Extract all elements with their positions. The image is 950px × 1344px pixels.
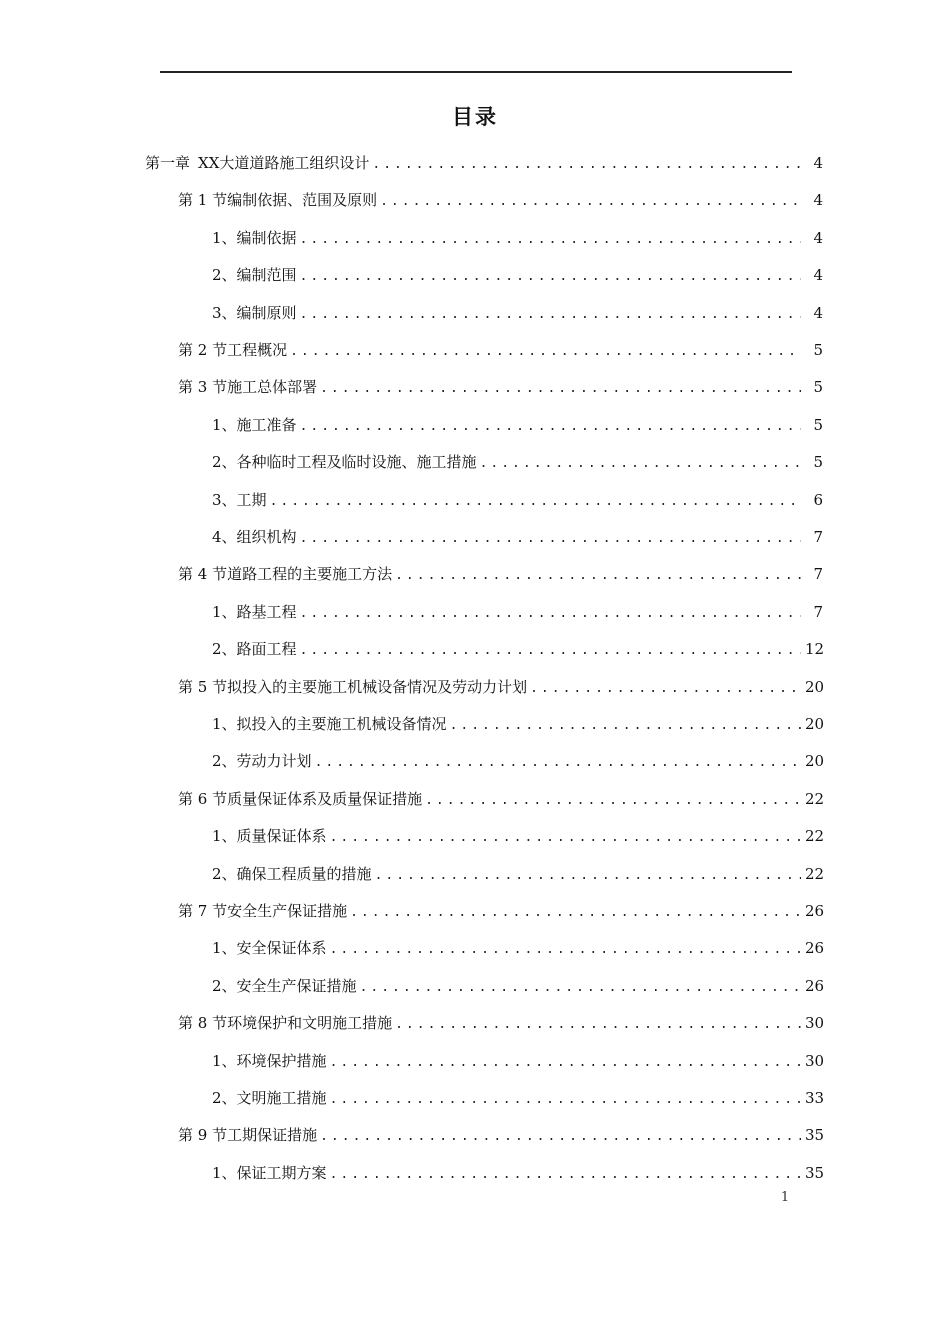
toc-dot-leader (300, 262, 801, 292)
toc-entry-number: 2、 (212, 976, 237, 995)
toc-entry-number: 2、 (212, 1089, 237, 1107)
toc-entry-label: 拟投入的主要施工机械设备情况 (236, 715, 447, 733)
toc-entry[interactable] (178, 1008, 823, 1038)
toc-entry[interactable] (212, 821, 823, 851)
toc-entry-page: 4 (813, 154, 823, 172)
toc-entry-number: 1、 (212, 715, 237, 733)
toc-dot-leader (425, 786, 801, 816)
toc-entry-number: 2、 (212, 640, 237, 659)
toc-entry-page: 7 (813, 602, 823, 621)
toc-entry-label: 编制依据 (236, 228, 297, 247)
toc-entry-page: 22 (805, 789, 825, 808)
toc-dot-leader (380, 187, 801, 217)
toc-dot-leader (450, 711, 801, 741)
toc-entry-page: 4 (813, 228, 823, 247)
toc-dot-leader (300, 225, 801, 255)
toc-entry-page: 7 (813, 565, 823, 584)
toc-entry[interactable] (212, 859, 823, 889)
toc-entry-number: 2、 (212, 864, 237, 883)
toc-dot-leader (330, 823, 801, 853)
toc-entry-number: 1、 (212, 1051, 237, 1070)
toc-entry-page: 5 (813, 378, 823, 397)
toc-entry-page: 5 (813, 415, 823, 434)
toc-title: 目录 (452, 105, 498, 129)
toc-entry[interactable] (178, 784, 823, 814)
toc-entry-label: 安全保证体系 (236, 939, 327, 958)
toc-dot-leader (315, 748, 801, 778)
toc-entry-number: 第 5 节 (178, 677, 228, 696)
toc-entry-label: 环境保护和文明施工措施 (227, 1014, 393, 1033)
toc-entry-page: 7 (813, 528, 823, 546)
toc-entry-page: 30 (805, 1014, 825, 1033)
toc-entry[interactable] (212, 1158, 823, 1188)
toc-entry-label: 编制范围 (236, 266, 297, 285)
toc-dot-leader (350, 898, 801, 928)
toc-entry[interactable] (178, 185, 823, 215)
toc-entry-page: 4 (813, 191, 823, 210)
toc-dot-leader (375, 861, 801, 891)
toc-dot-leader (530, 674, 801, 704)
toc-dot-leader (270, 487, 801, 517)
toc-entry-label: 工期保证措施 (227, 1126, 318, 1145)
toc-entry-label: XX大道道路施工组织设计 (198, 154, 370, 172)
toc-dot-leader (320, 1122, 801, 1152)
toc-entry-label: 编制原则 (236, 303, 297, 322)
toc-entry[interactable] (178, 559, 823, 589)
toc-dot-leader (330, 1085, 801, 1115)
toc-entry-label: 道路工程的主要施工方法 (227, 565, 393, 584)
toc-entry-number: 第 3 节 (178, 378, 228, 397)
toc-entry-page: 20 (805, 715, 825, 733)
toc-entry-label: 文明施工措施 (236, 1089, 327, 1107)
toc-entry-number: 第 7 节 (178, 902, 228, 920)
toc-entry[interactable] (212, 447, 823, 477)
toc-dot-leader (330, 1048, 801, 1078)
toc-entry[interactable] (212, 223, 823, 253)
toc-dot-leader (300, 300, 801, 330)
toc-entry-label: 施工准备 (236, 415, 297, 434)
toc-entry-page: 26 (805, 939, 825, 958)
toc-entry-label: 路面工程 (236, 640, 297, 659)
toc-entry-page: 12 (805, 640, 825, 659)
toc-entry-number: 1、 (212, 827, 237, 846)
toc-entry-page: 35 (805, 1126, 825, 1145)
toc-entry-number: 第 1 节 (178, 191, 228, 210)
toc-dot-leader (330, 1160, 801, 1190)
toc-entry-number: 1、 (212, 415, 237, 434)
toc-entry-number: 3、 (212, 303, 237, 322)
toc-dot-leader (372, 150, 801, 180)
toc-entry-label: 工期 (236, 490, 267, 509)
toc-entry-page: 22 (805, 827, 825, 846)
toc-entry-page: 5 (813, 341, 823, 359)
toc-entry-number: 2、 (212, 453, 237, 472)
toc-entry[interactable] (178, 672, 823, 702)
toc-entry[interactable] (212, 485, 823, 515)
toc-entry[interactable] (212, 1083, 823, 1113)
toc-entry[interactable] (212, 746, 823, 776)
toc-entry-page: 26 (805, 976, 825, 995)
toc-entry-number: 1、 (212, 939, 237, 958)
toc-entry-label: 各种临时工程及临时设施、施工措施 (236, 453, 477, 472)
toc-dot-leader (480, 449, 801, 479)
toc-entry-page: 30 (805, 1051, 825, 1070)
toc-entry-number: 第 6 节 (178, 789, 228, 808)
toc-entry-label: 路基工程 (236, 602, 297, 621)
toc-dot-leader (360, 973, 801, 1003)
toc-entry[interactable] (178, 372, 823, 402)
toc-dot-leader (330, 935, 801, 965)
toc-entry-number: 1、 (212, 1163, 237, 1182)
toc-entry[interactable] (212, 597, 823, 627)
toc-dot-leader (395, 1010, 801, 1040)
toc-entry-number: 4、 (212, 528, 237, 546)
toc-entry-page: 33 (805, 1089, 825, 1107)
toc-entry-label: 安全生产保证措施 (227, 902, 348, 920)
toc-entry[interactable] (212, 260, 823, 290)
toc-entry-page: 5 (813, 453, 823, 472)
toc-entry-page: 20 (805, 677, 825, 696)
toc-entry[interactable] (145, 148, 823, 178)
toc-entry-page: 26 (805, 902, 825, 920)
page-number: 1 (780, 1190, 790, 1205)
toc-entry[interactable] (212, 410, 823, 440)
toc-entry-label: 确保工程质量的措施 (236, 864, 372, 883)
toc-entry-label: 拟投入的主要施工机械设备情况及劳动力计划 (227, 677, 528, 696)
toc-entry[interactable] (178, 896, 823, 926)
toc-entry-label: 安全生产保证措施 (236, 976, 357, 995)
toc-entry-label: 保证工期方案 (236, 1163, 327, 1182)
toc-dot-leader (300, 599, 801, 629)
toc-entry-page: 35 (805, 1163, 825, 1182)
toc-entry[interactable] (212, 709, 823, 739)
toc-entry-label: 环境保护措施 (236, 1051, 327, 1070)
toc-entry-number: 第 2 节 (178, 341, 228, 359)
toc-entry-page: 6 (813, 490, 823, 509)
toc-entry-label: 施工总体部署 (227, 378, 318, 397)
toc-entry[interactable] (212, 522, 823, 552)
toc-entry-number: 第 4 节 (178, 565, 228, 584)
toc-entry[interactable] (212, 933, 823, 963)
toc-entry[interactable] (178, 1120, 823, 1150)
toc-dot-leader (320, 374, 801, 404)
toc-entry-number: 1、 (212, 228, 237, 247)
toc-entry-number: 2、 (212, 266, 237, 285)
toc-entry-label: 组织机构 (236, 528, 297, 546)
toc-entry-number: 3、 (212, 490, 237, 509)
header-rule (160, 71, 792, 73)
toc-entry-page: 4 (813, 266, 823, 285)
toc-dot-leader (300, 636, 801, 666)
toc-entry-page: 4 (813, 303, 823, 322)
toc-entry[interactable] (212, 634, 823, 664)
toc-entry-number: 1、 (212, 602, 237, 621)
toc-entry-label: 质量保证体系及质量保证措施 (227, 789, 423, 808)
toc-entry-label: 编制依据、范围及原则 (227, 191, 378, 210)
toc-entry-label: 劳动力计划 (236, 752, 312, 771)
toc-entry-number: 2、 (212, 752, 237, 771)
toc-entry-number: 第 9 节 (178, 1126, 228, 1145)
toc-dot-leader (300, 412, 801, 442)
toc-entry-number: 第一章 (145, 154, 191, 172)
toc-dot-leader (395, 561, 801, 591)
toc-dot-leader (290, 337, 801, 367)
toc-entry[interactable] (178, 335, 823, 365)
toc-entry[interactable] (212, 971, 823, 1001)
toc-dot-leader (300, 524, 801, 554)
toc-entry[interactable] (212, 298, 823, 328)
toc-entry-label: 工程概况 (227, 341, 288, 359)
toc-entry-number: 第 8 节 (178, 1014, 228, 1033)
toc-entry[interactable] (212, 1046, 823, 1076)
toc-entry-page: 22 (805, 864, 825, 883)
toc-entry-page: 20 (805, 752, 825, 771)
toc-entry-label: 质量保证体系 (236, 827, 327, 846)
